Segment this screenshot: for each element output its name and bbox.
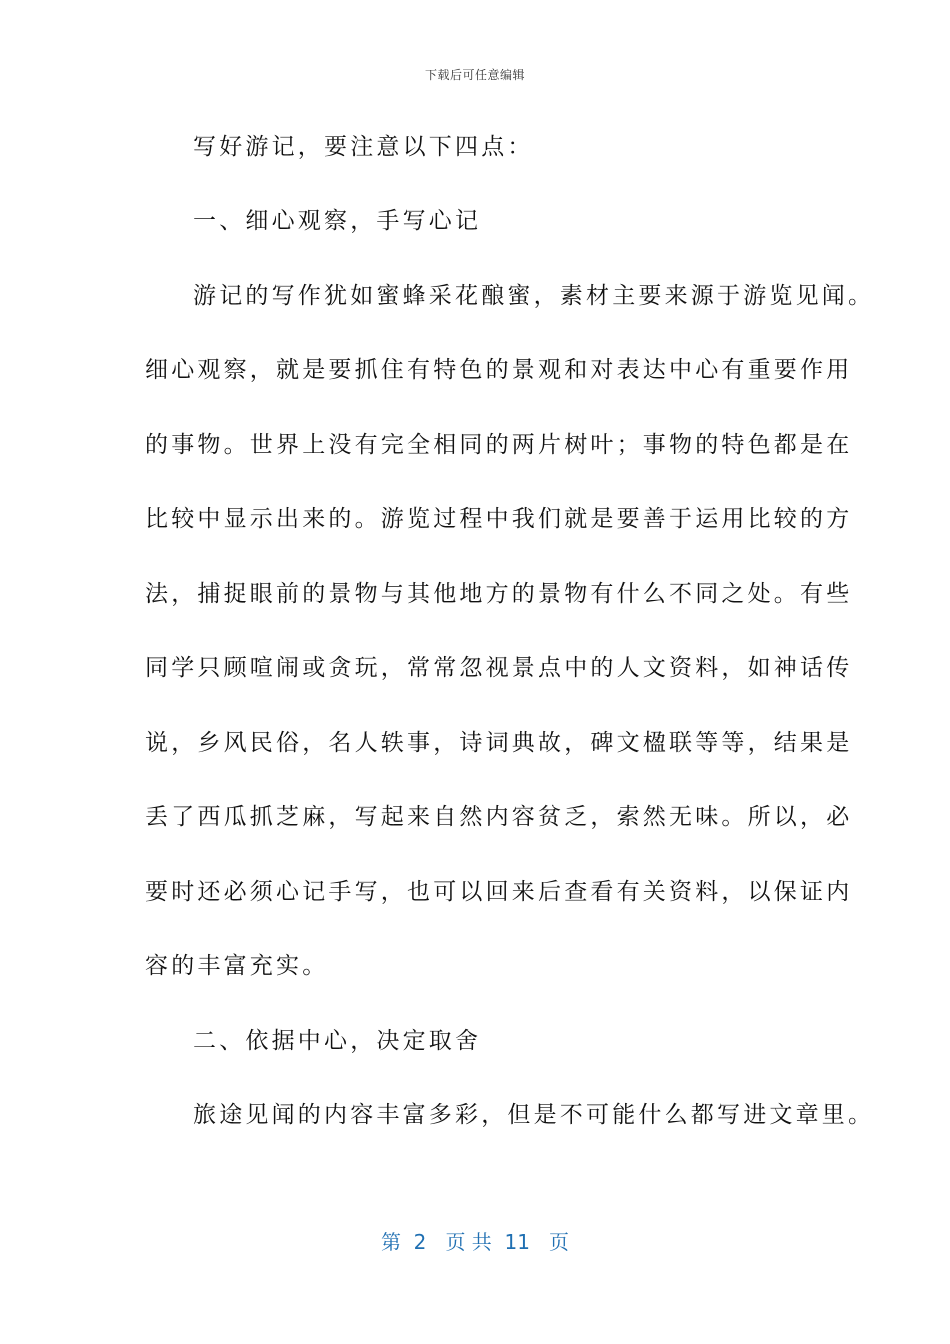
paragraph-line: 要时还必须心记手写，也可以回来后查看有关资料，以保证内 (145, 879, 853, 905)
paragraph-line: 丢了西瓜抓芝麻，写起来自然内容贫乏，索然无味。所以，必 (145, 804, 853, 830)
paragraph-line: 细心观察，就是要抓住有特色的景观和对表达中心有重要作用 (145, 357, 853, 383)
page-number-footer: 第 2 页 共 11 页 (380, 1230, 570, 1254)
paragraph-line: 说，乡风民俗，名人轶事，诗词典故，碑文楹联等等，结果是 (145, 730, 853, 756)
section-heading: 一、细心观察，手写心记 (193, 208, 482, 234)
section-heading: 二、依据中心，决定取舍 (193, 1028, 482, 1054)
paragraph-line: 游记的写作犹如蜜蜂采花酿蜜，素材主要来源于游览见闻。 (193, 283, 875, 309)
paragraph-line: 的事物。世界上没有完全相同的两片树叶；事物的特色都是在 (145, 432, 853, 458)
paragraph-line: 法，捕捉眼前的景物与其他地方的景物有什么不同之处。有些 (145, 581, 853, 607)
paragraph-line: 容的丰富充实。 (145, 953, 329, 979)
paragraph-line: 同学只顾喧闹或贪玩，常常忽视景点中的人文资料，如神话传 (145, 655, 853, 681)
header-note: 下载后可任意编辑 (424, 68, 525, 82)
paragraph-line: 写好游记，要注意以下四点： (193, 134, 534, 160)
paragraph-line: 旅途见闻的内容丰富多彩，但是不可能什么都写进文章里。 (193, 1102, 875, 1128)
paragraph-line: 比较中显示出来的。游览过程中我们就是要善于运用比较的方 (145, 506, 853, 532)
